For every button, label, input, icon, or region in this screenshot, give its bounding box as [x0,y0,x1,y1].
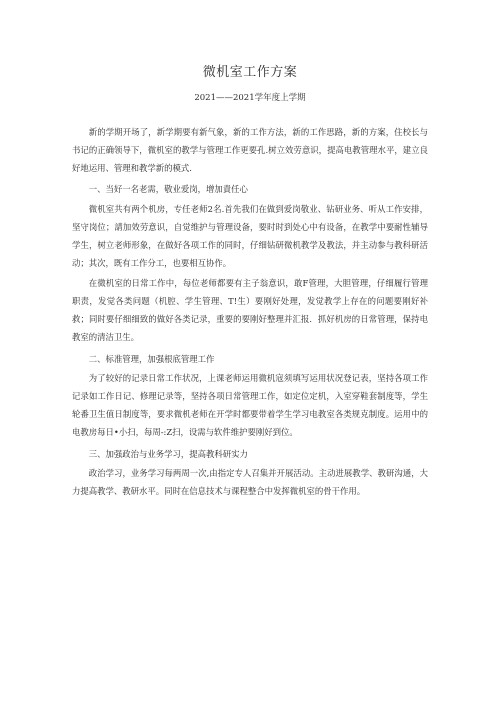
section-2-heading: 二、标准管理，加强根底管理工作 [88,353,215,364]
section-1-heading: 一、当好一名老需，敬业爱岗，增加責任心 [88,184,248,195]
document-subtitle: 2021——2021学年度上学期 [194,93,306,103]
section-1-paragraph-2: 在微机室的日常工作中，每位老师都要有主子翁意识，敢F管理，大胆管理，仔细履行管理职责，发觉各类问题（机腔、学生管理、T!生）要刚好处理，发觉教学上存在的问题要刚好补救；同时要仔细细致的做好各类记录，重要的要刚好整理并汇报．抓好机房的日常管理，保持电教室的清洁卫生。 [72,278,428,342]
intro-paragraph: 新的学期开场了，新学期要有新气象，新的工作方法，新的工作思路，新的方案，住校长与书记的正确领导下，微机室的教学与管理工作更要孔.树立效劳意识，提高电教管理水平，建立良好地运用、管理和教学新的模式. [72,127,428,173]
section-1-paragraph-1: 微机室共有两个机房，专任老师2名.首先我们在做到爱岗敬业、钻研业务、听从工作安排，坚守岗位；請加效劳意识，自觉维护与管理设备，要时时到处心中有设备，在教学中要耐性辅导学生，树立老师形象，在做好各项工作的同时，仔细钻研微机教学及教法，并主动参与教科研活动；其次，既有工作分工，也要相互协作。 [72,204,428,268]
section-2-paragraph-1: 为了较好的记录日常工作状况，上课老师运用微机寇须填写运用状况登记表，坚持各项工作记录如工作日记、修理记录等，坚持各项日常管理工作，如定位定机，入室穿鞋套制度等，学生轮番卫生值日制度等，要求微机老师在开学时都要带着学生学习电教室各类规克制度。运用中的电教房每日•小扫，每周-:Z扫，设需与软件维护要刚好到位。 [72,373,428,437]
document-title: 微机室工作方案 [202,65,298,80]
section-3-paragraph-1: 政治学习，业务学习每两周一次,由指定专人召集并开展活动。主动进展教学、教研沟通，大力提高教学、教研水平。同时在信息技术与课程整合中发挥微机室的骨干作用。 [72,468,428,497]
document-body [72,124,428,501]
section-3-heading: 三、加强政治与业务学习，提高教科研实力 [88,448,248,459]
